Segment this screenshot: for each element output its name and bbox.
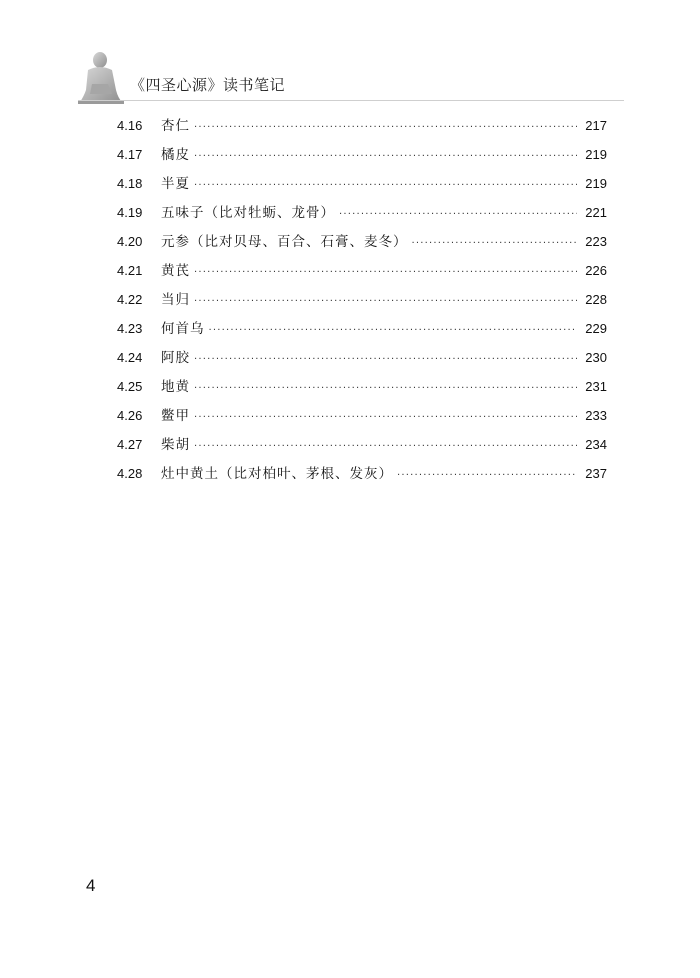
- entry-page: 217: [585, 118, 607, 133]
- entry-page: 234: [585, 437, 607, 452]
- entry-number: 4.25: [117, 379, 143, 394]
- toc-entry[interactable]: [117, 201, 607, 230]
- entry-number: 4.16: [117, 118, 143, 133]
- table-of-contents: [117, 114, 607, 491]
- entry-number: 4.20: [117, 234, 143, 249]
- entry-title: 何首乌: [161, 321, 205, 337]
- dot-leader: [339, 209, 577, 220]
- dot-leader: [194, 151, 577, 162]
- entry-title: 阿胶: [161, 350, 190, 366]
- entry-title: 灶中黄土（比对柏叶、茅根、发灰）: [161, 466, 393, 482]
- entry-title: 半夏: [161, 176, 190, 192]
- dot-leader: [194, 296, 577, 307]
- seated-statue-icon: [78, 50, 124, 104]
- entry-page: 237: [585, 466, 607, 481]
- toc-entry[interactable]: [117, 375, 607, 404]
- entry-title: 橘皮: [161, 147, 190, 163]
- toc-entry[interactable]: [117, 259, 607, 288]
- page-number: 4: [86, 876, 96, 895]
- dot-leader: [194, 412, 577, 423]
- entry-page: 233: [585, 408, 607, 423]
- entry-number: 4.21: [117, 263, 143, 278]
- entry-title: 五味子（比对牡蛎、龙骨）: [161, 205, 335, 221]
- entry-number: 4.23: [117, 321, 143, 336]
- entry-title: 黄芪: [161, 263, 190, 279]
- toc-entry[interactable]: [117, 317, 607, 346]
- entry-title: 当归: [161, 292, 190, 308]
- entry-page: 219: [585, 147, 607, 162]
- entry-number: 4.24: [117, 350, 143, 365]
- entry-page: 230: [585, 350, 607, 365]
- toc-entry[interactable]: [117, 462, 607, 491]
- entry-title: 杏仁: [161, 118, 190, 134]
- toc-entry[interactable]: [117, 346, 607, 375]
- running-header: [78, 44, 638, 104]
- dot-leader: [194, 122, 577, 133]
- dot-leader: [412, 238, 578, 249]
- dot-leader: [194, 354, 577, 365]
- dot-leader: [209, 325, 578, 336]
- entry-title: 柴胡: [161, 437, 190, 453]
- toc-entry[interactable]: [117, 230, 607, 259]
- entry-page: 221: [585, 205, 607, 220]
- entry-title: 地黄: [161, 379, 190, 395]
- entry-title: 元参（比对贝母、百合、石膏、麦冬）: [161, 234, 408, 250]
- dot-leader: [397, 470, 577, 481]
- entry-number: 4.22: [117, 292, 143, 307]
- entry-page: 226: [585, 263, 607, 278]
- entry-number: 4.17: [117, 147, 143, 162]
- entry-page: 231: [585, 379, 607, 394]
- entry-number: 4.19: [117, 205, 143, 220]
- dot-leader: [194, 383, 577, 394]
- entry-number: 4.27: [117, 437, 143, 452]
- header-rule: [78, 100, 624, 101]
- dot-leader: [194, 267, 577, 278]
- toc-entry[interactable]: [117, 288, 607, 317]
- entry-page: 223: [585, 234, 607, 249]
- entry-page: 229: [585, 321, 607, 336]
- toc-entry[interactable]: [117, 433, 607, 462]
- toc-entry[interactable]: [117, 172, 607, 201]
- toc-entry[interactable]: [117, 114, 607, 143]
- toc-entry[interactable]: [117, 404, 607, 433]
- header-title: 《四圣心源》读书笔记: [130, 76, 286, 94]
- toc-entry[interactable]: [117, 143, 607, 172]
- dot-leader: [194, 180, 577, 191]
- entry-page: 228: [585, 292, 607, 307]
- entry-number: 4.18: [117, 176, 143, 191]
- entry-page: 219: [585, 176, 607, 191]
- entry-number: 4.26: [117, 408, 143, 423]
- entry-title: 鳖甲: [161, 408, 190, 424]
- entry-number: 4.28: [117, 466, 143, 481]
- dot-leader: [194, 441, 577, 452]
